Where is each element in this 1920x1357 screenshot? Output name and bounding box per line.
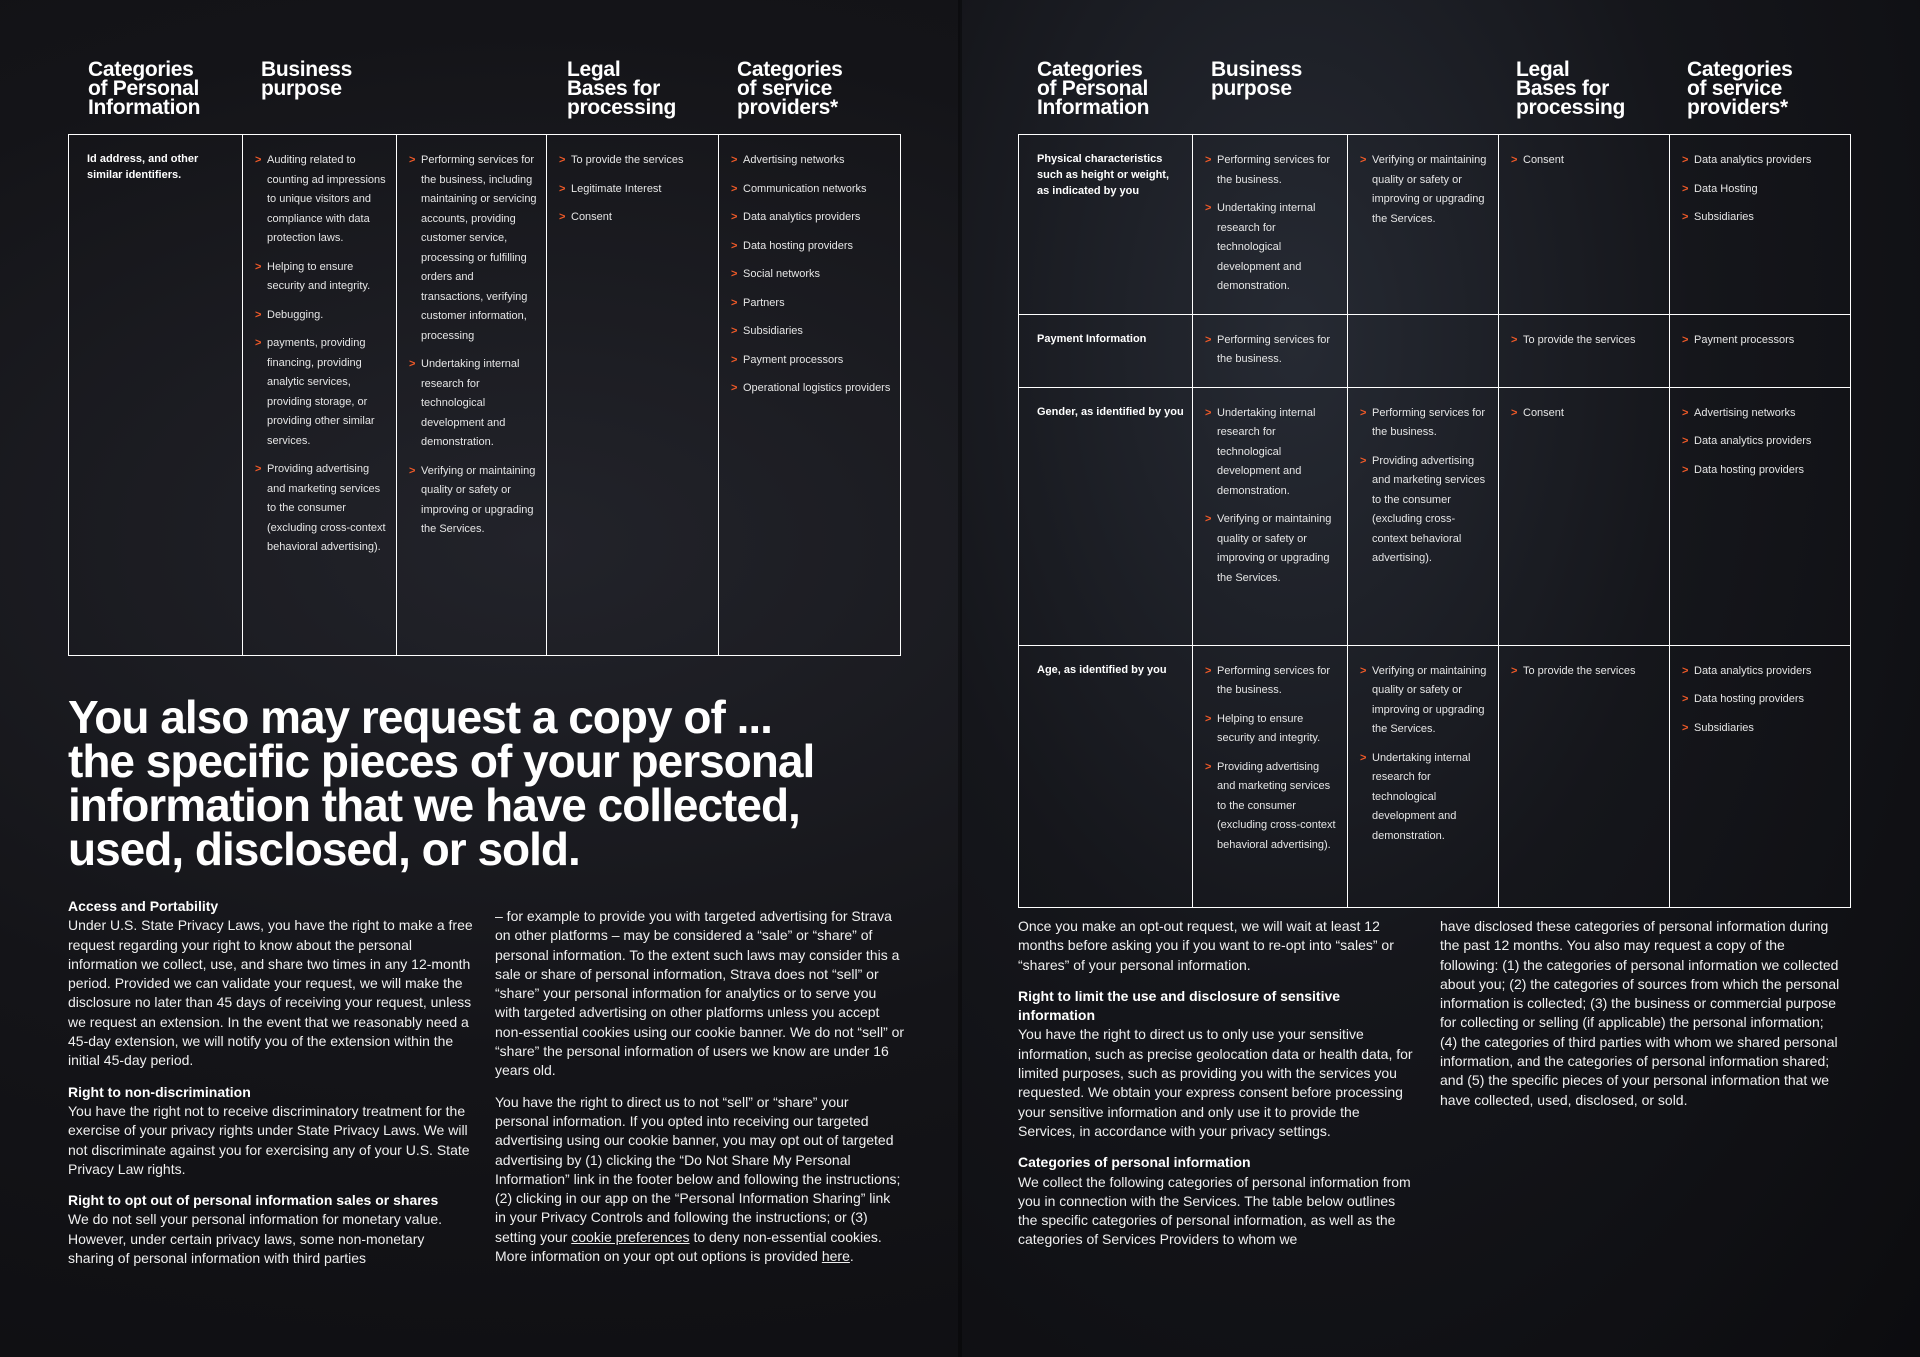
category-cell: Id address, and other similar identifiers. [69,135,243,656]
legal-cell [1499,135,1670,315]
headline-quote: You also may request a copy of ... the specific pieces of your personal information that we have collected, used, disclosed, or sold. [68,691,815,875]
non-discrimination-text: You have the right not to receive discriminatory treatment for the exercise of your privacy rights under State Privacy Laws. We will not discriminate against you for exercising any of your U.S. State Privacy Law rights. [68,1102,470,1177]
list-item: > Advertising networks [731,151,892,171]
list-item: > Subsidiaries [1682,719,1842,739]
opt-out-instructions-part1: You have the right to direct us to not “sell” or “share” your personal information. If you opted into receiving our targeted advertising using our cookie banner, you may opt out of targeted advertising by (1) clicking the “Do Not Share My Personal Information” link in the footer below and following the instructions; (2) clicking in our app on the “Personal Information Sharing” link in your Privacy Controls and following the instructions; or (3) setting your [495,1093,901,1245]
business-cell-2 [1348,314,1499,387]
sensitive-info-text: You have the right to direct us to only use your sensitive information, such as precise geolocation data or health data, for limited purposes, such as providing you with the services you requested. We obtain your express consent before processing your sensitive information and only use it to provide the Services, in accordance with your privacy settings. [1018,1026,1413,1139]
list-item: > Providing advertising and marketing services to the consumer (excluding cross-context behavioral advertising). [255,460,388,558]
list-item: > Payment processors [1682,331,1842,351]
business-cell-1 [243,135,397,656]
opt-out-instructions-part2: to deny non-essential cookies. More information on your opt out options is provided [495,1228,882,1265]
business-cell-1 [1193,314,1348,387]
list-item: > Advertising networks [1682,404,1842,424]
right-body-column-1 [1018,917,1416,1262]
list-item: > Performing services for the business, including maintaining or servicing accounts, providing customer service, processing or fulfilling orders and transactions, verifying customer information, processing [409,151,538,346]
access-portability-text: Under U.S. State Privacy Laws, you have the right to make a free request regarding your right to know about the personal information we collect, use, and share two times in any 12-month period. Provided we can validate your request, we will make the disclosure no later than 45 days of receiving your request, unless we request an extension. In the event that we reasonably need a 45-day extension, we will notify you of the extension within the initial 45-day period. [68,917,473,1069]
list-item: > Data hosting providers [731,237,892,257]
providers-cell [1670,135,1851,315]
opt-out-text: We do not sell your personal information for monetary value. However, under certain privacy laws, some non-monetary sharing of personal information with third parties [68,1211,443,1267]
list-item: > Verifying or maintaining quality or safety or improving or upgrading the Services. [409,462,538,540]
sale-share-text: – for example to provide you with targeted advertising for Strava on other platforms – may be considered a “sale” or “share” of personal information. To the extent such laws may consider this a sale or share of personal information, Strava does not “sell” or “share” your personal information for analytics or to serve you with targeted advertising on other platforms unless you accept non-essential cookies using our cookie banner. We do not “sell” or “share” the personal information of users we know are under 16 years old. [495,908,905,1079]
business-cell-2 [1348,387,1499,645]
list-item: > Data hosting providers [1682,690,1842,710]
providers-cell [1670,387,1851,645]
category-cell: Physical characteristics such as height or weight, as indicated by you [1019,135,1193,315]
header-legal-left: Legal Bases for processing [567,58,677,119]
left-body-column-1 [68,897,473,1280]
opt-out-instructions-end: . [849,1248,854,1265]
table-row [1019,645,1851,907]
list-item: > Debugging. [255,306,388,326]
business-cell-2 [1348,645,1499,907]
list-item: > Verifying or maintaining quality or safety or improving or upgrading the Services. [1205,510,1339,588]
list-item: > Subsidiaries [731,322,892,342]
list-item: > Undertaking internal research for technological development and demonstration. [409,355,538,453]
category-cell: Age, as identified by you [1019,645,1193,907]
sensitive-info-heading: Right to limit the use and disclosure of sensitive information [1018,987,1341,1024]
list-item: > Helping to ensure security and integrity. [1205,710,1339,749]
here-link[interactable]: here [821,1248,850,1265]
header-providers-left: Categories of service providers* [737,58,843,119]
list-item: > Performing services for the business. [1205,662,1339,701]
list-item: > Legitimate Interest [559,180,710,200]
list-item: > Payment processors [731,351,892,371]
list-item: > Data analytics providers [1682,662,1842,682]
list-item: > Auditing related to counting ad impressions to unique visitors and compliance with data protection laws. [255,151,388,249]
list-item: > Data analytics providers [731,208,892,228]
list-item: > To provide the services [1511,331,1661,351]
list-item: > Providing advertising and marketing services to the consumer (excluding cross-context behavioral advertising). [1360,452,1490,569]
table-row [69,135,901,656]
legal-cell [1499,314,1670,387]
cookie-preferences-link[interactable]: cookie preferences [571,1228,690,1245]
list-item: > Undertaking internal research for technological development and demonstration. [1205,199,1339,297]
opt-out-heading: Right to opt out of personal information sales or shares [68,1192,439,1209]
business-cell-1 [1193,135,1348,315]
opt-out-wait-text: Once you make an opt-out request, we will wait at least 12 months before asking you if you want to re-opt into “sales” or “shares” of your personal information. [1018,918,1394,973]
table-row [1019,387,1851,645]
list-item: > Consent [1511,404,1661,424]
providers-cell [1670,314,1851,387]
non-discrimination-heading: Right to non-discrimination [68,1083,251,1100]
left-data-table [68,134,901,656]
business-cell-2 [397,135,547,656]
list-item: > To provide the services [1511,662,1661,682]
list-item: > Verifying or maintaining quality or safety or improving or upgrading the Services. [1360,151,1490,229]
list-item: > Performing services for the business. [1205,151,1339,190]
list-item: > Data Hosting [1682,180,1842,200]
providers-cell [719,135,901,656]
legal-cell [1499,387,1670,645]
business-cell-1 [1193,387,1348,645]
business-cell-2 [1348,135,1499,315]
list-item: > Subsidiaries [1682,208,1842,228]
business-cell-1 [1193,645,1348,907]
list-item: > Helping to ensure security and integrity. [255,258,388,297]
list-item: > Data hosting providers [1682,461,1842,481]
list-item: > Consent [559,208,710,228]
header-providers-right: Categories of service providers* [1687,58,1793,119]
category-cell: Gender, as identified by you [1019,387,1193,645]
list-item: > Operational logistics providers [731,379,892,399]
opt-out-instructions [495,1093,905,1267]
list-item: > Providing advertising and marketing services to the consumer (excluding cross-context behavioral advertising). [1205,758,1339,856]
categories-text: We collect the following categories of personal information from you in connection with the Services. The table below outlines the specific categories of personal information, as well as the categories of Services Providers to whom we [1018,1173,1411,1248]
categories-heading: Categories of personal information [1018,1154,1251,1171]
list-item: > Social networks [731,265,892,285]
list-item: > Performing services for the business. [1205,331,1339,370]
list-item: > Communication networks [731,180,892,200]
list-item: > Verifying or maintaining quality or safety or improving or upgrading the Services. [1360,662,1490,740]
list-item: > Undertaking internal research for technological development and demonstration. [1205,404,1339,502]
header-categories-left: Categories of Personal Information [88,58,201,119]
header-legal-right: Legal Bases for processing [1516,58,1626,119]
legal-cell [1499,645,1670,907]
list-item: > Partners [731,294,892,314]
list-item: > To provide the services [559,151,710,171]
table-row [1019,314,1851,387]
right-body-column-2 [1440,917,1840,1122]
disclosure-text: have disclosed these categories of personal information during the past 12 months. You also may request a copy of the following: (1) the categories of personal information we collected about you; (2) the categories of sources from which the personal information is collected; (3) the business or commercial purpose for collecting or selling (if applicable) the personal information; (4) the categories of third parties with whom we shared personal information, and the categories of personal information shared; and (5) the specific pieces of your personal information that we have collected, used, disclosed, or sold. [1440,918,1840,1108]
list-item: > Data analytics providers [1682,432,1842,452]
header-business-left: Business purpose [261,58,352,100]
list-item: > Data analytics providers [1682,151,1842,171]
list-item: > Performing services for the business. [1360,404,1490,443]
legal-cell [547,135,719,656]
list-item: > payments, providing financing, providing analytic services, providing storage, or providing other similar services. [255,334,388,451]
category-cell: Payment Information [1019,314,1193,387]
providers-cell [1670,645,1851,907]
list-item: > Consent [1511,151,1661,171]
list-item: > Undertaking internal research for technological development and demonstration. [1360,749,1490,847]
header-categories-right: Categories of Personal Information [1037,58,1150,119]
left-body-column-2 [495,907,905,1278]
table-row [1019,135,1851,315]
header-business-right: Business purpose [1211,58,1302,100]
page-gutter [958,0,962,1357]
right-data-table [1018,134,1851,908]
access-portability-heading: Access and Portability [68,898,219,914]
